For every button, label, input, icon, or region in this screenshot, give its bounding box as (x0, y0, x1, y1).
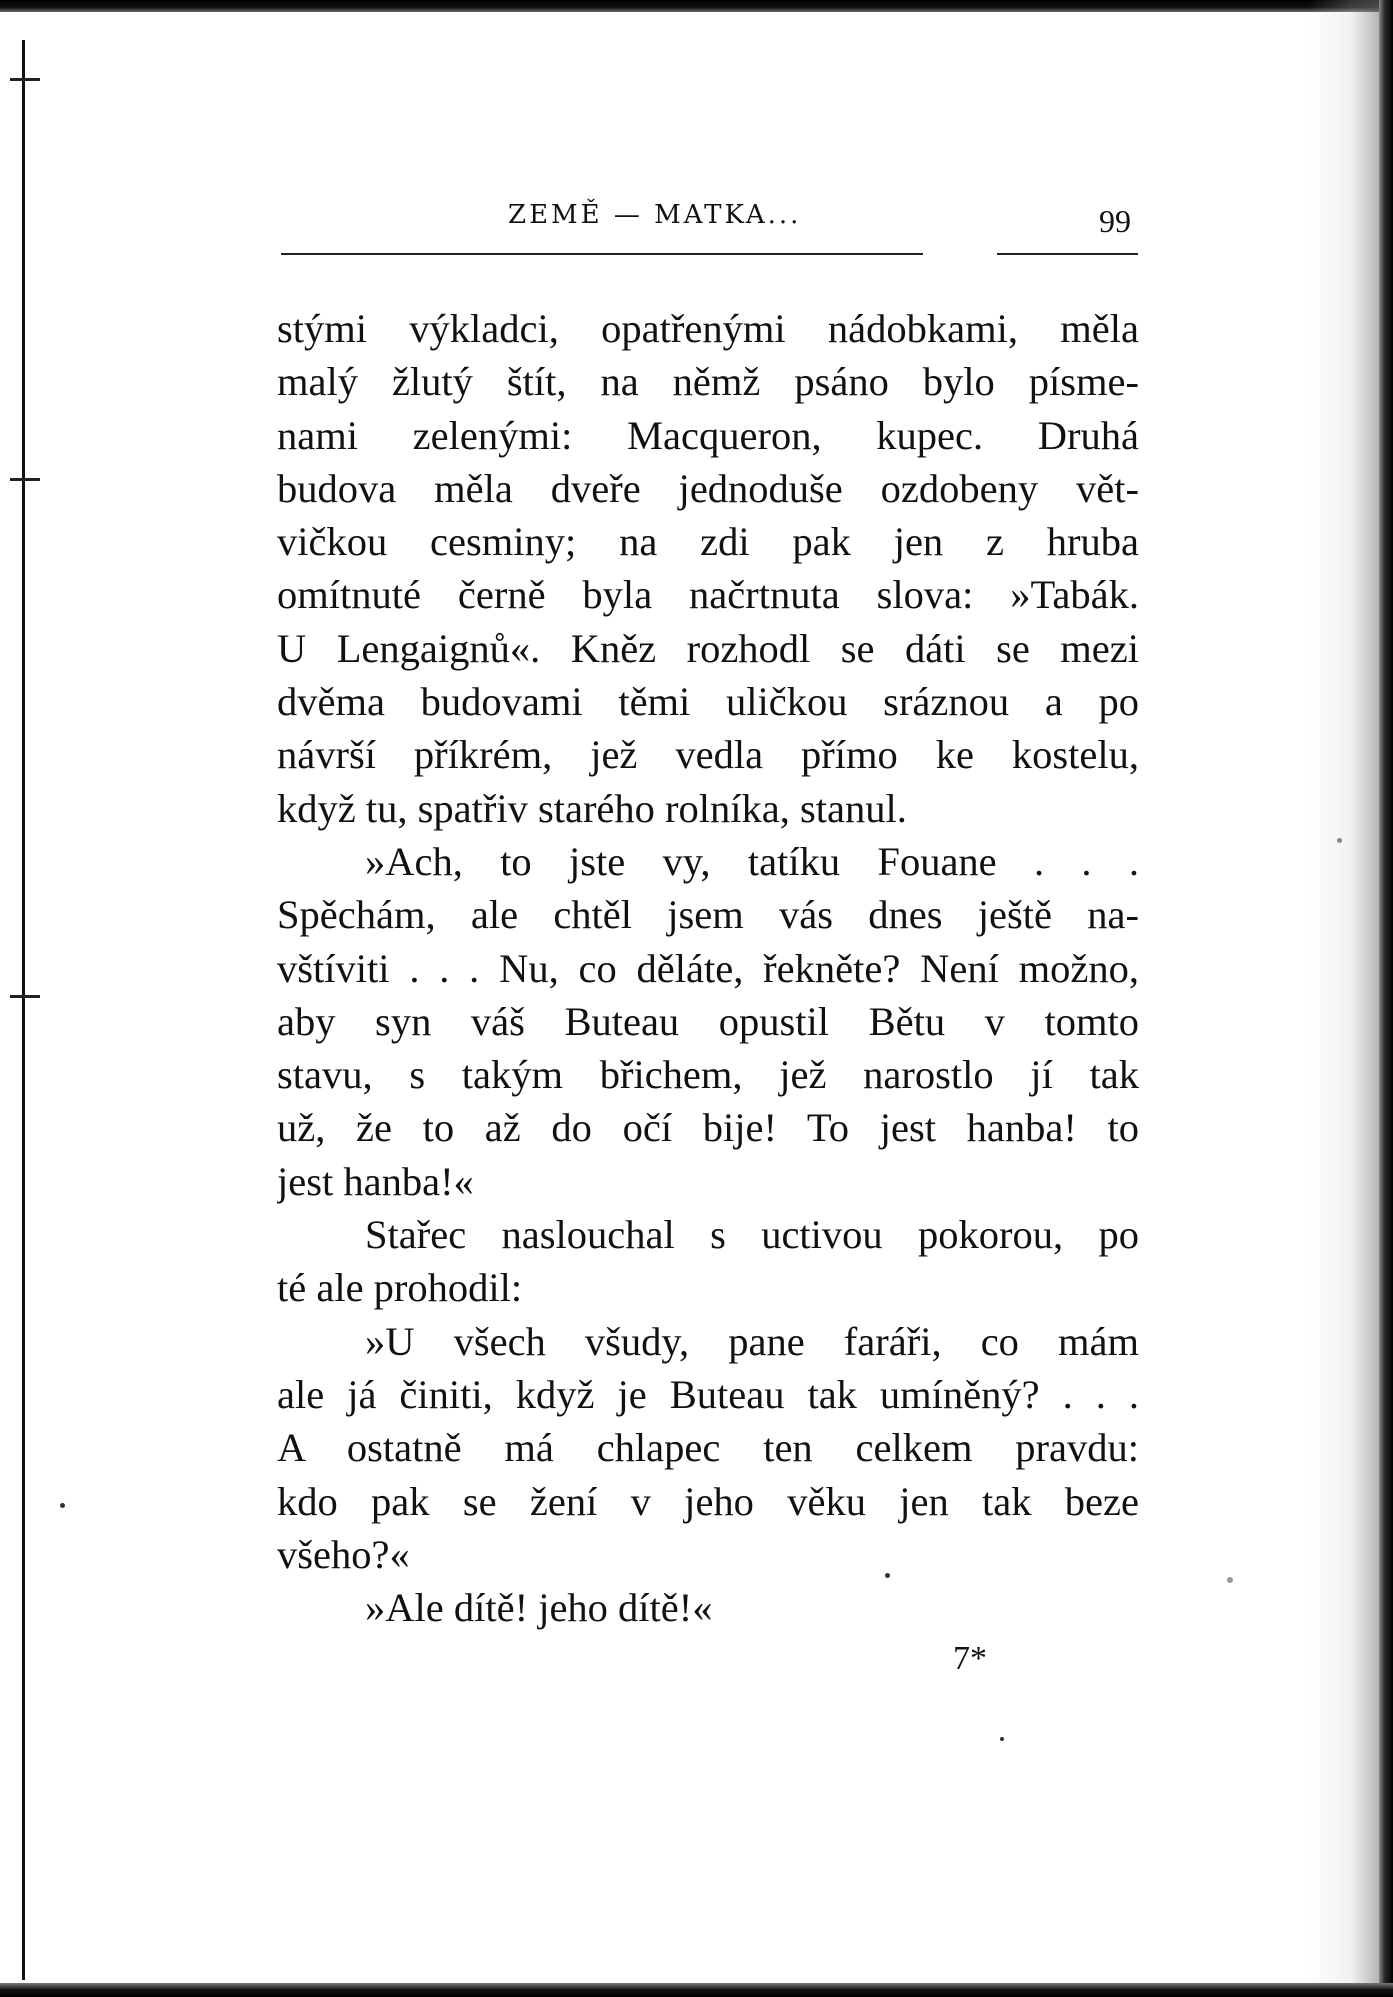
binding-tick (10, 995, 40, 998)
scan-speck (1337, 838, 1342, 843)
scan-bottom-edge (0, 1983, 1393, 1997)
text-line: nami zelenými: Macqueron, kupec. Druhá (277, 412, 1139, 458)
text-line: aby syn váš Buteau opustil Bětu v tomto (277, 998, 1139, 1044)
text-line: už, že to až do očí bije! To jest hanba! to (277, 1105, 1139, 1151)
running-head: ZEMĚ — MATKA... (508, 200, 802, 230)
scan-top-edge (0, 0, 1393, 12)
text-line: stavu, s takým břichem, jež narostlo jí tak (277, 1052, 1139, 1098)
text-line: U Lengaignů«. Kněz rozhodl se dáti se mezi (277, 625, 1139, 671)
text-line: stými výkladci, opatřenými nádobkami, měla (277, 306, 1139, 351)
scan-right-edge (1379, 0, 1393, 1997)
text-line: budova měla dveře jednoduše ozdobeny vět- (277, 465, 1139, 511)
text-line: Stařec naslouchal s uctivou pokorou, po (365, 1212, 1139, 1258)
text-line: malý žlutý štít, na němž psáno bylo písme- (277, 359, 1139, 405)
binding-tick (10, 78, 40, 81)
page-gutter-shadow (1309, 0, 1379, 1997)
text-line: vštíviti . . . Nu, co děláte, řekněte? Není možno, (277, 945, 1139, 991)
text-line: dvěma budovami těmi uličkou sráznou a po (277, 679, 1139, 725)
scan-speck (1227, 1577, 1233, 1583)
scan-speck (1000, 1737, 1004, 1741)
binding-edge-line (22, 40, 25, 1980)
text-line: Spěchám, ale chtěl jsem vás dnes ještě na- (277, 892, 1139, 938)
header-rule (281, 253, 1138, 255)
text-line: »Ach, to jste vy, tatíku Fouane . . . (365, 838, 1139, 884)
text-line: té ale prohodil: (277, 1265, 523, 1311)
text-line: A ostatně má chlapec ten celkem pravdu: (277, 1425, 1139, 1471)
text-line: »U všech všudy, pane faráři, co mám (365, 1318, 1139, 1364)
text-line: omítnuté černě byla načrtnuta slova: »Tabák. (277, 572, 1139, 618)
body-text (277, 302, 1139, 1634)
page-number: 99 (1099, 203, 1131, 239)
text-line: když tu, spatřiv starého rolníka, stanul. (277, 785, 907, 831)
text-line: ale já činiti, když je Buteau tak umíněný? . . . (277, 1371, 1139, 1417)
text-line: jest hanba!« (277, 1158, 474, 1204)
text-line: vičkou cesminy; na zdi pak jen z hruba (277, 519, 1139, 565)
text-line: návrší příkrém, jež vedla přímo ke kostelu, (277, 732, 1139, 778)
binding-tick (10, 478, 40, 481)
signature-mark: 7* (953, 1640, 987, 1677)
text-line: »Ale dítě! jeho dítě!« (365, 1585, 713, 1631)
text-line: kdo pak se žení v jeho věku jen tak beze (277, 1478, 1139, 1524)
scan-speck (60, 1503, 65, 1508)
header-rule-gap (923, 250, 997, 258)
text-line: všeho?« (277, 1531, 410, 1577)
